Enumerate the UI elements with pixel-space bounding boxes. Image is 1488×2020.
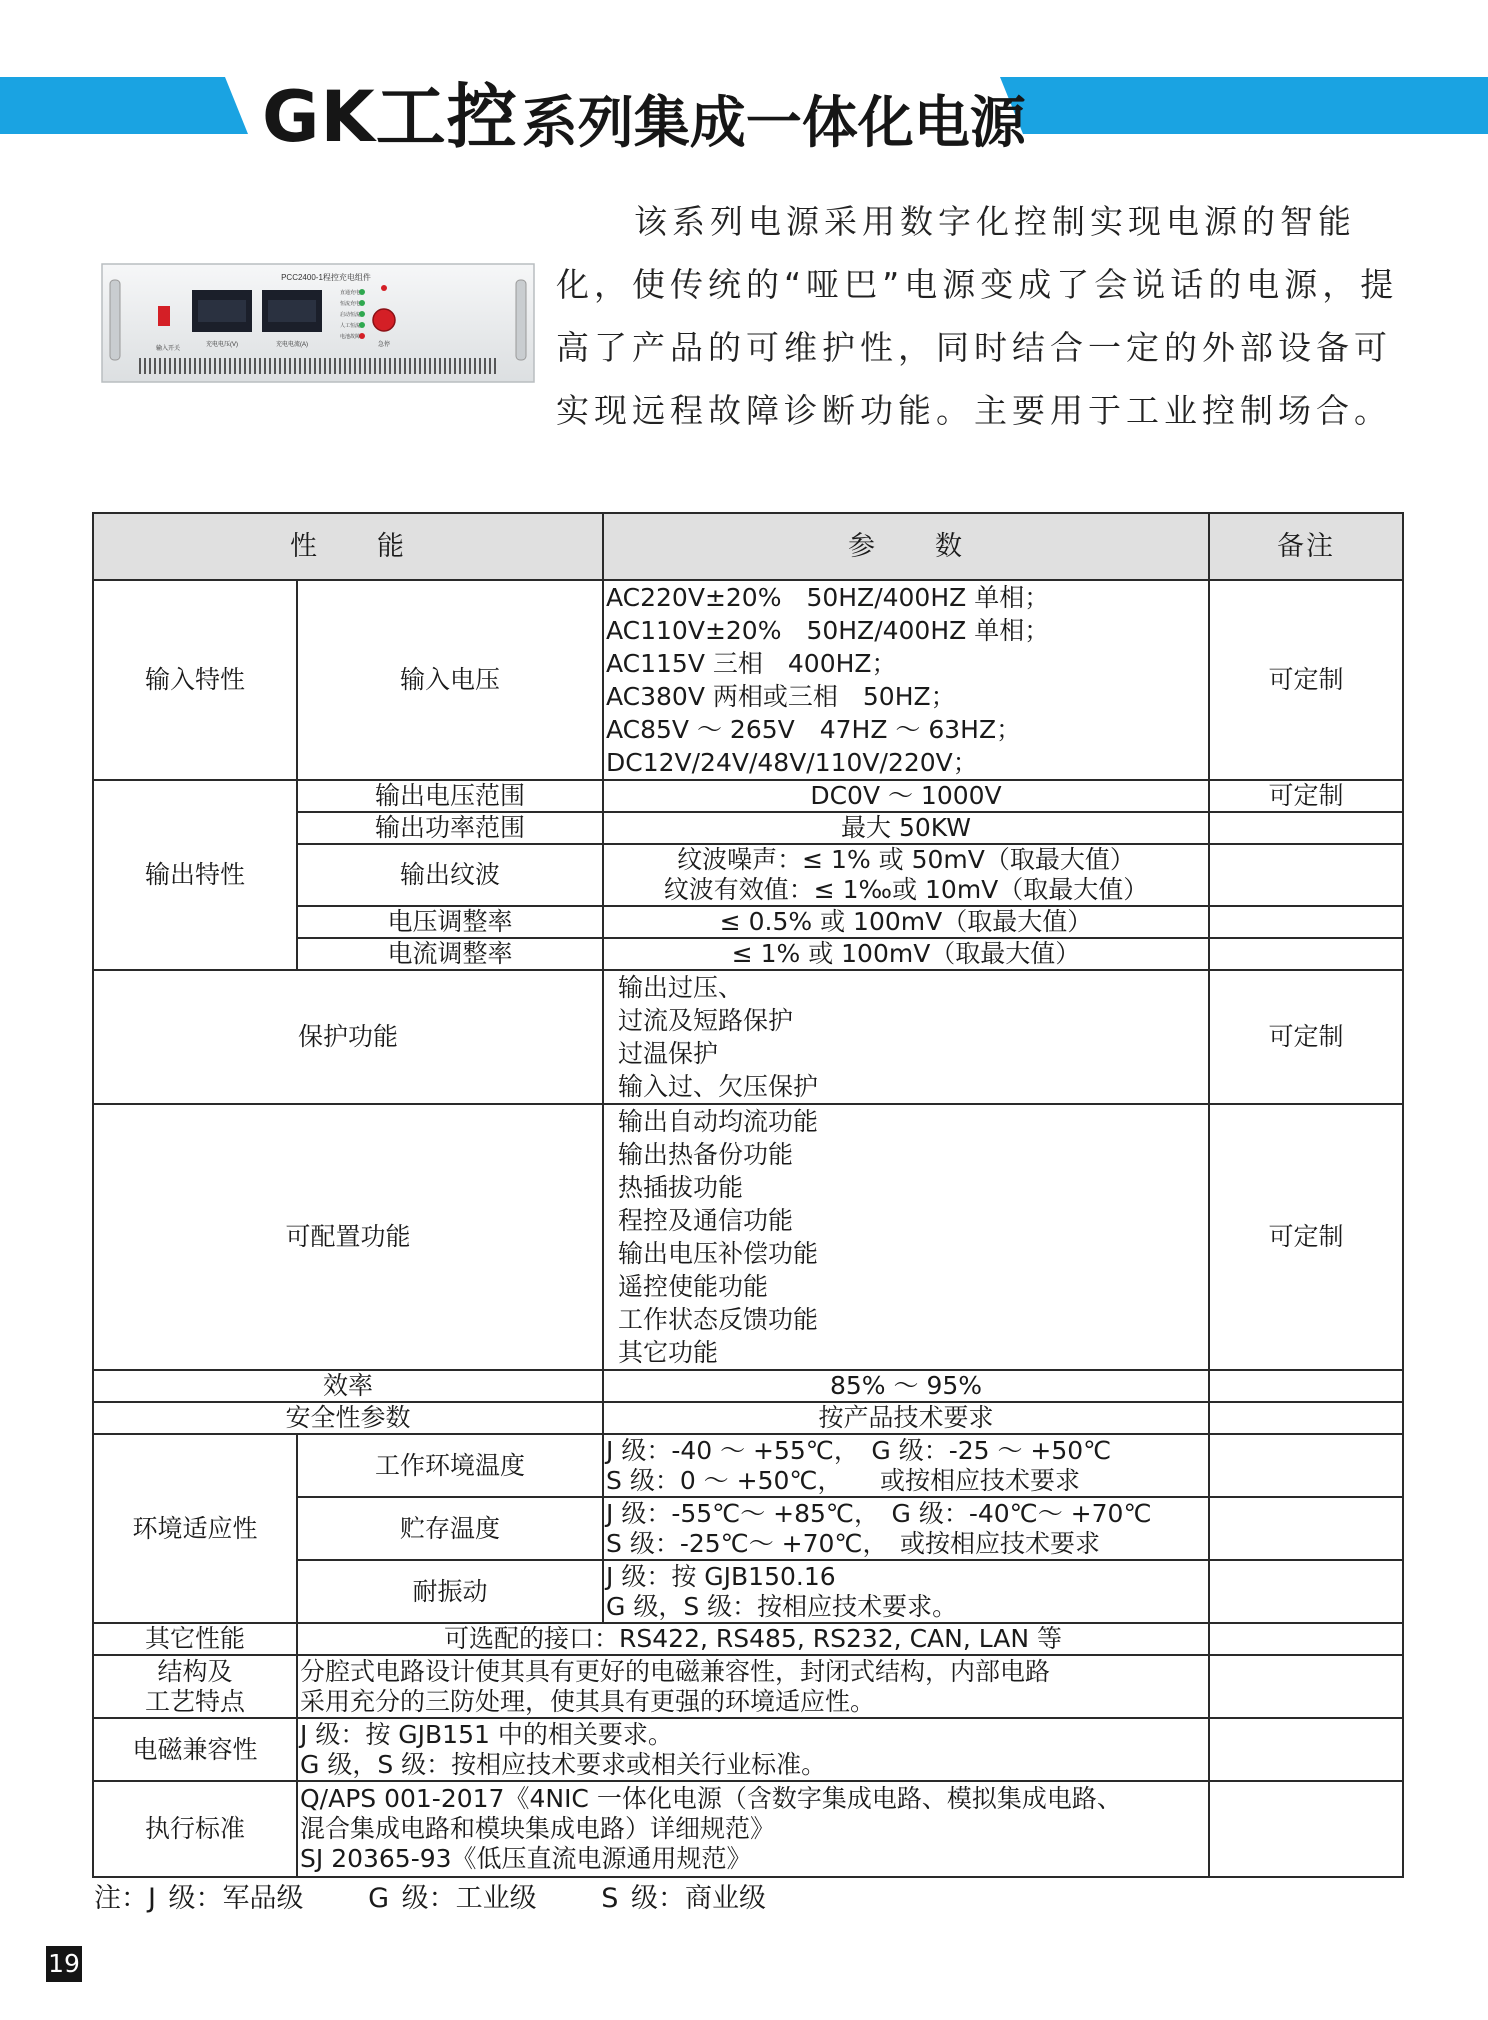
grade-footnote bbox=[94, 1876, 818, 1915]
configurable-line: 遥控使能功能 bbox=[618, 1272, 769, 1301]
storage-temp-values bbox=[603, 1497, 1209, 1560]
intro-line-1: 该系列电源采用数字化控制实现电源的智能 bbox=[634, 202, 1356, 241]
empty-remark bbox=[1209, 1497, 1403, 1560]
configurable-line: 输出电压补偿功能 bbox=[618, 1239, 819, 1268]
led-label-5: 电池故障 bbox=[340, 334, 361, 340]
emergency-stop-button bbox=[373, 309, 395, 331]
protection-label: 保护功能 bbox=[93, 970, 603, 1104]
work-temp-line: S 级：0 ～ +50℃， 或按相应技术要求 bbox=[606, 1465, 1080, 1495]
input-voltage-line: AC220V±20% 50HZ/400HZ 单相； bbox=[606, 583, 1050, 612]
input-voltage-label: 输入电压 bbox=[297, 580, 603, 780]
configurable-label: 可配置功能 bbox=[93, 1104, 603, 1370]
safety-value: 按产品技术要求 bbox=[603, 1402, 1209, 1434]
empty-remark bbox=[1209, 906, 1403, 938]
empty-remark bbox=[1209, 1655, 1403, 1718]
output-ripple-values bbox=[603, 844, 1209, 906]
structure-label-line: 工艺特点 bbox=[144, 1686, 245, 1716]
configurable-line: 输出自动均流功能 bbox=[618, 1107, 819, 1136]
table-row bbox=[93, 1718, 1403, 1781]
protection-line: 输出过压、 bbox=[618, 973, 744, 1002]
work-temp-label: 工作环境温度 bbox=[297, 1434, 603, 1497]
empty-remark bbox=[1209, 1560, 1403, 1623]
protection-line: 过温保护 bbox=[618, 1039, 719, 1068]
protection-line: 输入过、欠压保护 bbox=[618, 1072, 819, 1101]
configurable-line: 工作状态反馈功能 bbox=[618, 1305, 819, 1334]
output-power-label: 输出功率范围 bbox=[297, 812, 603, 844]
configurable-line: 其它功能 bbox=[618, 1338, 719, 1367]
safety-label: 安全性参数 bbox=[93, 1402, 603, 1434]
structure-label bbox=[93, 1655, 297, 1718]
vibration-label: 耐振动 bbox=[297, 1560, 603, 1623]
meter2-label: 充电电流(A) bbox=[276, 342, 308, 348]
power-supply-illustration bbox=[100, 258, 536, 388]
efficiency-value: 85% ～ 95% bbox=[603, 1370, 1209, 1402]
header-performance: 性 能 bbox=[93, 513, 603, 580]
empty-remark bbox=[1209, 812, 1403, 844]
vibration-line: G 级，S 级：按相应技术要求。 bbox=[606, 1591, 958, 1621]
empty-remark bbox=[1209, 1781, 1403, 1877]
table-row bbox=[93, 1434, 1403, 1497]
output-group-label: 输出特性 bbox=[93, 780, 297, 970]
vibration-line: J 级：按 GJB150.16 bbox=[606, 1561, 836, 1591]
input-voltage-line: AC115V 三相 400HZ； bbox=[606, 649, 897, 678]
structure-label-line: 结构及 bbox=[157, 1656, 233, 1686]
table-row bbox=[93, 970, 1403, 1104]
note-s: S 级：商业级 bbox=[601, 1883, 766, 1914]
standard-values bbox=[297, 1781, 1209, 1877]
output-range-value: DC0V ～ 1000V bbox=[603, 780, 1209, 812]
banner-bar-right bbox=[1000, 77, 1488, 134]
table-row bbox=[93, 1104, 1403, 1370]
header-remark: 备注 bbox=[1209, 513, 1403, 580]
table-header-row bbox=[93, 513, 1403, 580]
handle-left bbox=[110, 280, 120, 360]
configurable-remark: 可定制 bbox=[1209, 1104, 1403, 1370]
structure-line: 采用充分的三防处理，使其具有更强的环境适应性。 bbox=[300, 1686, 876, 1716]
vibration-values bbox=[603, 1560, 1209, 1623]
output-ripple-label: 输出纹波 bbox=[297, 844, 603, 906]
led-label-2: 恒流充电 bbox=[340, 301, 361, 307]
emc-values bbox=[297, 1718, 1209, 1781]
note-j: 注：J 级：军品级 bbox=[94, 1883, 304, 1914]
protection-line: 过流及短路保护 bbox=[618, 1006, 794, 1035]
storage-temp-label: 贮存温度 bbox=[297, 1497, 603, 1560]
stop-label: 急停 bbox=[377, 342, 391, 348]
switch-label: 输入开关 bbox=[155, 346, 181, 352]
intro-rest: 化，使传统的“哑巴”电源变成了会说话的电源，提高了产品的可维护性，同时结合一定的外部设备可实现远程故障诊断功能。主要用于工业控制场合。 bbox=[556, 265, 1399, 430]
protection-values bbox=[603, 970, 1209, 1104]
voltage-display bbox=[198, 300, 246, 322]
model-label: PCC2400-1程控充电组件 bbox=[281, 273, 371, 282]
input-voltage-values bbox=[603, 580, 1209, 780]
emc-label: 电磁兼容性 bbox=[93, 1718, 297, 1781]
ripple-line: 纹波有效值：≤ 1‰或 10mV（取最大值） bbox=[663, 875, 1149, 904]
configurable-line: 热插拔功能 bbox=[618, 1173, 744, 1202]
empty-remark bbox=[1209, 938, 1403, 970]
empty-remark bbox=[1209, 1718, 1403, 1781]
ripple-line: 纹波噪声：≤ 1% 或 50mV（取最大值） bbox=[677, 845, 1135, 874]
intro-paragraph bbox=[556, 190, 1406, 442]
output-range-label: 输出电压范围 bbox=[297, 780, 603, 812]
standard-line: SJ 20365-93《低压直流电源通用规范》 bbox=[300, 1844, 752, 1873]
banner-bar-left bbox=[0, 77, 248, 134]
voltage-regulation-value: ≤ 0.5% 或 100mV（取最大值） bbox=[603, 906, 1209, 938]
table-row bbox=[93, 780, 1403, 812]
environment-group-label: 环境适应性 bbox=[93, 1434, 297, 1623]
current-regulation-label: 电流调整率 bbox=[297, 938, 603, 970]
other-label: 其它性能 bbox=[93, 1623, 297, 1655]
table-row bbox=[93, 1781, 1403, 1877]
led-label-4: 人工恒流 bbox=[340, 323, 361, 329]
current-regulation-value: ≤ 1% 或 100mV（取最大值） bbox=[603, 938, 1209, 970]
standard-line: Q/APS 001-2017《4NIC 一体化电源（含数字集成电路、模拟集成电路、 bbox=[300, 1784, 1122, 1813]
structure-line: 分腔式电路设计使其具有更好的电磁兼容性，封闭式结构，内部电路 bbox=[300, 1656, 1051, 1686]
other-value: 可选配的接口：RS422, RS485, RS232, CAN, LAN 等 bbox=[297, 1623, 1209, 1655]
configurable-line: 程控及通信功能 bbox=[618, 1206, 794, 1235]
input-voltage-line: DC12V/24V/48V/110V/220V； bbox=[606, 748, 978, 777]
led-label-1: 直通充电 bbox=[340, 290, 361, 296]
page-number: 19 bbox=[46, 1946, 82, 1982]
led-label-3: 启动恒流 bbox=[340, 312, 361, 318]
meter1-label: 充电电压(V) bbox=[206, 342, 238, 348]
title-brand: GK工控 bbox=[262, 76, 518, 158]
table-row bbox=[93, 580, 1403, 780]
empty-remark bbox=[1209, 1402, 1403, 1434]
configurable-values bbox=[603, 1104, 1209, 1370]
standard-label: 执行标准 bbox=[93, 1781, 297, 1877]
configurable-line: 输出热备份功能 bbox=[618, 1140, 794, 1169]
work-temp-line: J 级：-40 ～ +55℃， G 级：-25 ～ +50℃ bbox=[606, 1435, 1112, 1465]
standard-line: 混合集成电路和模块集成电路）详细规范》 bbox=[300, 1814, 776, 1843]
storage-temp-line: S 级：-25℃～ +70℃， 或按相应技术要求 bbox=[606, 1528, 1101, 1558]
product-image bbox=[100, 258, 536, 388]
table-row bbox=[93, 1623, 1403, 1655]
emc-line: J 级：按 GJB151 中的相关要求。 bbox=[300, 1719, 673, 1749]
table-row bbox=[93, 1370, 1403, 1402]
storage-temp-line: J 级：-55℃～ +85℃， G 级：-40℃～ +70℃ bbox=[606, 1498, 1152, 1528]
table-row bbox=[93, 1402, 1403, 1434]
voltage-regulation-label: 电压调整率 bbox=[297, 906, 603, 938]
structure-values bbox=[297, 1655, 1209, 1718]
current-display bbox=[268, 300, 316, 322]
input-voltage-line: AC110V±20% 50HZ/400HZ 单相； bbox=[606, 616, 1050, 645]
header-banner bbox=[0, 0, 1488, 175]
spec-table bbox=[92, 512, 1404, 1878]
empty-remark bbox=[1209, 1623, 1403, 1655]
table-row bbox=[93, 1655, 1403, 1718]
efficiency-label: 效率 bbox=[93, 1370, 603, 1402]
header-params: 参 数 bbox=[603, 513, 1209, 580]
work-temp-values bbox=[603, 1434, 1209, 1497]
protection-remark: 可定制 bbox=[1209, 970, 1403, 1104]
emc-line: G 级，S 级：按相应技术要求或相关行业标准。 bbox=[300, 1749, 827, 1779]
output-range-remark: 可定制 bbox=[1209, 780, 1403, 812]
input-voltage-line: AC85V ～ 265V 47HZ ～ 63HZ； bbox=[606, 715, 1022, 744]
title-series: 系列集成一体化电源 bbox=[521, 91, 1026, 156]
input-group-label: 输入特性 bbox=[93, 580, 297, 780]
page-title bbox=[262, 62, 1026, 158]
empty-remark bbox=[1209, 1434, 1403, 1497]
empty-remark bbox=[1209, 844, 1403, 906]
input-remark: 可定制 bbox=[1209, 580, 1403, 780]
handle-right bbox=[516, 280, 526, 360]
input-voltage-line: AC380V 两相或三相 50HZ； bbox=[606, 682, 956, 711]
empty-remark bbox=[1209, 1370, 1403, 1402]
output-power-value: 最大 50KW bbox=[603, 812, 1209, 844]
power-switch bbox=[158, 306, 170, 326]
indicator-light bbox=[381, 285, 387, 291]
note-g: G 级：工业级 bbox=[368, 1883, 537, 1914]
